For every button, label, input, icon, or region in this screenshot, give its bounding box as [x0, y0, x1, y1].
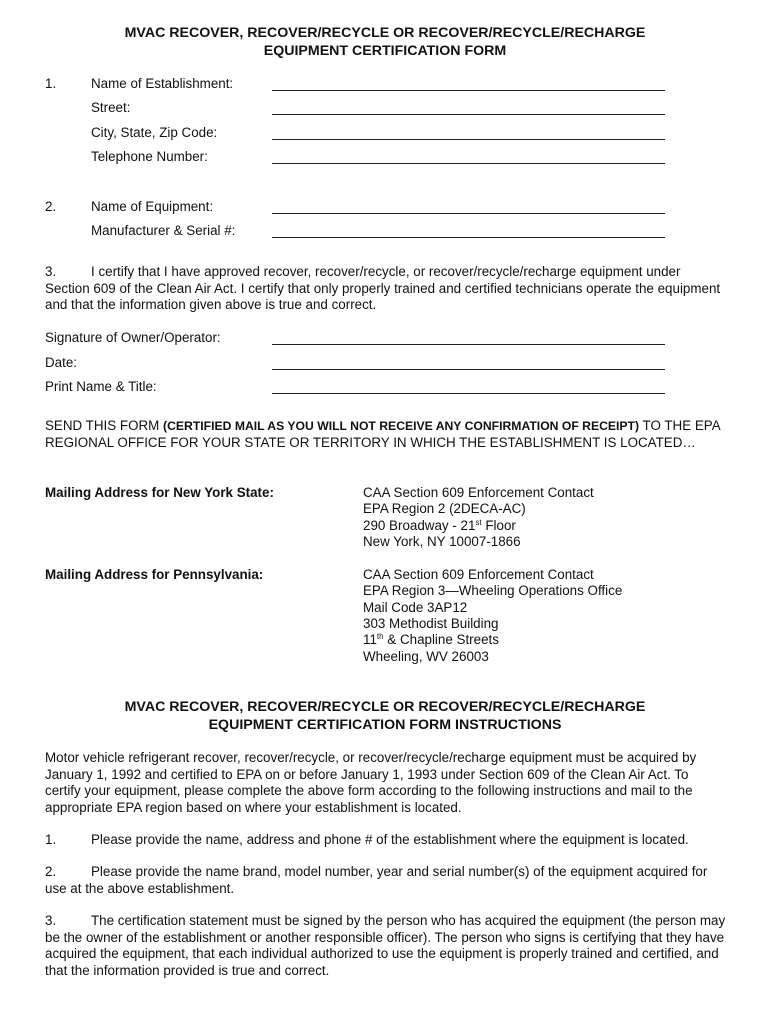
- equipment-name-field[interactable]: [272, 213, 665, 214]
- certified-mail-note: (CERTIFIED MAIL AS YOU WILL NOT RECEIVE ANY CONFIRMATION OF RECEIPT): [163, 419, 640, 433]
- certification-statement: [45, 264, 727, 314]
- signature-field[interactable]: [272, 344, 665, 345]
- instructions-title-line1: MVAC RECOVER, RECOVER/RECYCLE OR RECOVER/RECYCLE/RECHARGE: [124, 699, 646, 715]
- send-suffix: TO THE EPA REGIONAL OFFICE FOR YOUR STATE OR TERRITORY IN WHICH THE ESTABLISHMENT IS LOCATED…: [45, 418, 720, 450]
- print-name-title-field[interactable]: [272, 393, 665, 394]
- instructions-title-line2: EQUIPMENT CERTIFICATION FORM INSTRUCTIONS: [208, 717, 562, 733]
- date-label: Date:: [45, 355, 78, 370]
- pa-address-line1: CAA Section 609 Enforcement Contact: [363, 567, 594, 582]
- establishment-name-field[interactable]: [272, 90, 665, 91]
- pa-address-line3: Mail Code 3AP12: [363, 600, 468, 615]
- form-title-line2: EQUIPMENT CERTIFICATION FORM: [263, 43, 507, 59]
- city-state-zip-field[interactable]: [272, 139, 665, 140]
- section1-number: 1.: [45, 76, 57, 91]
- street-field[interactable]: [272, 114, 665, 115]
- section2-number: 2.: [45, 199, 57, 214]
- city-state-zip-label: City, State, Zip Code:: [91, 125, 218, 140]
- pa-address-line2: EPA Region 3—Wheeling Operations Office: [363, 583, 623, 598]
- send-form-instructions: [45, 418, 727, 451]
- instruction-item-3: 3. The certification statement must be signed by the person who has acquired the equipment (the person may be the owner of the establishment or another responsible officer). The person who signs is certifying that they have acquired the equipment, that each individual authorized to use the equipment is properly trained and certified, and that the information provided is true and correct.: [45, 913, 726, 978]
- section3-number: 3.: [45, 264, 57, 279]
- instruction-item-2: 2. Please provide the name brand, model number, year and serial number(s) of the equipment acquired for use at the above establishment.: [45, 864, 708, 896]
- ny-address-label: Mailing Address for New York State:: [45, 485, 274, 500]
- ny-address-line4: New York, NY 10007-1866: [363, 534, 521, 549]
- establishment-name-label: Name of Establishment:: [91, 76, 234, 91]
- equipment-name-label: Name of Equipment:: [91, 199, 214, 214]
- pa-address-line6: Wheeling, WV 26003: [363, 649, 489, 664]
- date-field[interactable]: [272, 369, 665, 370]
- ny-address-line2: EPA Region 2 (2DECA-AC): [363, 501, 526, 516]
- pa-address-label: Mailing Address for Pennsylvania:: [45, 567, 264, 582]
- pa-address-line5: 11th & Chapline Streets: [363, 632, 499, 647]
- form-title-line1: MVAC RECOVER, RECOVER/RECYCLE OR RECOVER/RECYCLE/RECHARGE: [124, 25, 646, 41]
- print-name-title-label: Print Name & Title:: [45, 379, 157, 394]
- instructions-intro: Motor vehicle refrigerant recover, recover/recycle, or recover/recycle/recharge equipment must be acquired by January 1, 1992 and certified to EPA on or before January 1, 1993 under Section 609 of the Clean Air Act. To certify your equipment, please complete the above form according to the following instructions and mail to the appropriate EPA region based on where your establishment is located.: [45, 750, 697, 815]
- instruction-item-1: 1. Please provide the name, address and phone # of the establishment where the equipment is located.: [45, 832, 689, 847]
- telephone-field[interactable]: [272, 163, 665, 164]
- ny-address-line1: CAA Section 609 Enforcement Contact: [363, 485, 594, 500]
- pa-address-line4: 303 Methodist Building: [363, 616, 499, 631]
- send-prefix: SEND THIS FORM: [45, 418, 164, 433]
- manufacturer-serial-label: Manufacturer & Serial #:: [91, 223, 236, 238]
- section3-text: I certify that I have approved recover, recover/recycle, or recover/recycle/recharge equipment under Section 609 of the Clean Air Act. I certify that only properly trained and certified technicians operate the equipment and that the information given above is true and correct.: [45, 264, 721, 312]
- signature-label: Signature of Owner/Operator:: [45, 330, 221, 345]
- manufacturer-serial-field[interactable]: [272, 237, 665, 238]
- telephone-label: Telephone Number:: [91, 149, 208, 164]
- ny-address-line3: 290 Broadway - 21st Floor: [363, 518, 516, 533]
- street-label: Street:: [91, 100, 131, 115]
